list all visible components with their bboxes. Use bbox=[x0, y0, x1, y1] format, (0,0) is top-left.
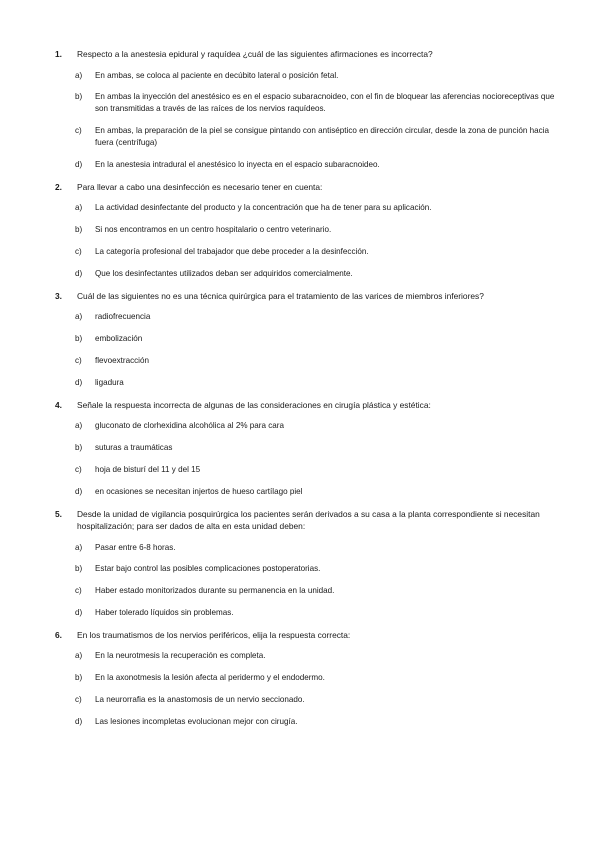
option-text: En ambas, la preparación de la piel se consigue pintando con antiséptico en dirección circular, desde la zona de punción hacia fuera (centrífuga) bbox=[95, 126, 549, 148]
option-b bbox=[55, 224, 560, 236]
option-letter: c) bbox=[75, 355, 82, 365]
question-number: 4. bbox=[55, 399, 62, 410]
option-text: hoja de bisturí del 11 y del 15 bbox=[95, 464, 201, 474]
option-c bbox=[55, 355, 560, 367]
option-text: Estar bajo control las posibles complicaciones postoperatorias. bbox=[95, 564, 321, 574]
question-text: En los traumatismos de los nervios periféricos, elija la respuesta correcta: bbox=[77, 629, 351, 640]
question-5 bbox=[55, 508, 560, 619]
option-text: En ambas, se coloca al paciente en decúbito lateral o posición fetal. bbox=[95, 70, 339, 80]
question-number: 6. bbox=[55, 629, 62, 640]
question-number: 1. bbox=[55, 49, 62, 59]
question-4 bbox=[55, 399, 560, 498]
option-letter: a) bbox=[75, 421, 83, 431]
option-letter: b) bbox=[75, 92, 83, 102]
option-letter: d) bbox=[75, 607, 83, 617]
question-text: Respecto a la anestesia epidural y raquídea ¿cuál de las siguientes afirmaciones es incorrecta? bbox=[77, 49, 433, 59]
option-letter: c) bbox=[75, 246, 82, 256]
question-text: Para llevar a cabo una desinfección es necesario tener en cuenta: bbox=[77, 181, 323, 192]
option-letter: a) bbox=[75, 542, 83, 552]
option-text: Que los desinfectantes utilizados deban ser adquiridos comercialmente. bbox=[95, 268, 353, 278]
option-text: flevoextracción bbox=[95, 355, 149, 365]
question-number: 5. bbox=[55, 508, 62, 519]
question-header bbox=[55, 48, 560, 61]
option-text: suturas a traumáticas bbox=[95, 442, 173, 452]
option-text: La categoría profesional del trabajador que debe proceder a la desinfección. bbox=[95, 246, 369, 256]
option-c bbox=[55, 464, 560, 476]
option-list bbox=[55, 542, 560, 619]
option-a bbox=[55, 542, 560, 554]
question-number: 3. bbox=[55, 290, 62, 301]
option-text: Las lesiones incompletas evolucionan mejor con cirugía. bbox=[95, 716, 298, 726]
option-text: En la anestesia intradural el anestésico lo inyecta en el espacio subaracnoideo. bbox=[95, 159, 380, 169]
question-header bbox=[55, 290, 560, 303]
option-c bbox=[55, 246, 560, 258]
option-text: En la axonotmesis la lesión afecta al peridermo y el endodermo. bbox=[95, 673, 325, 683]
option-text: en ocasiones se necesitan injertos de hueso cartílago piel bbox=[95, 486, 303, 496]
option-letter: d) bbox=[75, 716, 83, 726]
option-d bbox=[55, 159, 560, 171]
option-text: Pasar entre 6-8 horas. bbox=[95, 542, 176, 552]
option-letter: c) bbox=[75, 126, 82, 136]
option-text: embolización bbox=[95, 334, 143, 344]
option-a bbox=[55, 311, 560, 323]
option-letter: b) bbox=[75, 673, 83, 683]
question-2 bbox=[55, 181, 560, 280]
option-b bbox=[55, 672, 560, 684]
option-b bbox=[55, 442, 560, 454]
option-c bbox=[55, 585, 560, 597]
question-text: Señale la respuesta incorrecta de algunas de las consideraciones en cirugía plástica y estética: bbox=[77, 399, 431, 410]
question-header bbox=[55, 629, 560, 642]
option-d bbox=[55, 268, 560, 280]
option-d bbox=[55, 716, 560, 728]
option-text: En ambas la inyección del anestésico es en el espacio subaracnoideo, con el fin de bloquear las aferencias nocioreceptivas que son transmitidas a través de las raíces de los nervios raquídeos. bbox=[95, 92, 555, 114]
option-letter: c) bbox=[75, 464, 82, 474]
question-number: 2. bbox=[55, 181, 62, 192]
option-text: gluconato de clorhexidina alcohólica al 2% para cara bbox=[95, 421, 284, 431]
option-list bbox=[55, 650, 560, 727]
option-d bbox=[55, 377, 560, 389]
option-b bbox=[55, 91, 560, 115]
question-text: Cuál de las siguientes no es una técnica quirúrgica para el tratamiento de las varices de miembros inferiores? bbox=[77, 290, 484, 301]
option-text: ligadura bbox=[95, 377, 124, 387]
option-letter: b) bbox=[75, 564, 83, 574]
option-text: Haber tolerado líquidos sin problemas. bbox=[95, 607, 234, 617]
option-text: Haber estado monitorizados durante su permanencia en la unidad. bbox=[95, 586, 335, 596]
option-letter: c) bbox=[75, 695, 82, 705]
option-b bbox=[55, 333, 560, 345]
option-d bbox=[55, 486, 560, 498]
option-letter: d) bbox=[75, 268, 83, 278]
option-letter: d) bbox=[75, 486, 83, 496]
option-c bbox=[55, 125, 560, 149]
option-text: La actividad desinfectante del producto y la concentración que ha de tener para su aplicación. bbox=[95, 203, 432, 213]
option-a bbox=[55, 70, 560, 82]
option-b bbox=[55, 563, 560, 575]
question-header bbox=[55, 508, 560, 533]
question-3 bbox=[55, 290, 560, 389]
option-a bbox=[55, 650, 560, 662]
question-header bbox=[55, 399, 560, 412]
question-1 bbox=[55, 48, 560, 171]
option-list bbox=[55, 311, 560, 388]
option-letter: a) bbox=[75, 203, 83, 213]
option-letter: a) bbox=[75, 70, 83, 80]
option-a bbox=[55, 420, 560, 432]
option-letter: b) bbox=[75, 334, 83, 344]
option-text: La neurorrafia es la anastomosis de un nervio seccionado. bbox=[95, 695, 305, 705]
option-letter: c) bbox=[75, 586, 82, 596]
question-6 bbox=[55, 629, 560, 728]
option-text: Si nos encontramos en un centro hospitalario o centro veterinario. bbox=[95, 225, 332, 235]
option-letter: d) bbox=[75, 159, 83, 169]
question-text: Desde la unidad de vigilancia posquirúrgica los pacientes serán derivados a su casa a la planta correspondiente si necesitan hospitalización; para ser dados de alta en esta unidad deben: bbox=[77, 508, 540, 532]
option-list bbox=[55, 420, 560, 497]
option-a bbox=[55, 202, 560, 214]
option-text: radiofrecuencia bbox=[95, 312, 151, 322]
option-letter: d) bbox=[75, 377, 83, 387]
option-list bbox=[55, 202, 560, 279]
option-letter: b) bbox=[75, 442, 83, 452]
option-d bbox=[55, 607, 560, 619]
option-c bbox=[55, 694, 560, 706]
option-letter: b) bbox=[75, 225, 83, 235]
option-list bbox=[55, 70, 560, 171]
question-header bbox=[55, 181, 560, 194]
option-letter: a) bbox=[75, 312, 83, 322]
option-letter: a) bbox=[75, 651, 83, 661]
option-text: En la neurotmesis la recuperación es completa. bbox=[95, 651, 266, 661]
